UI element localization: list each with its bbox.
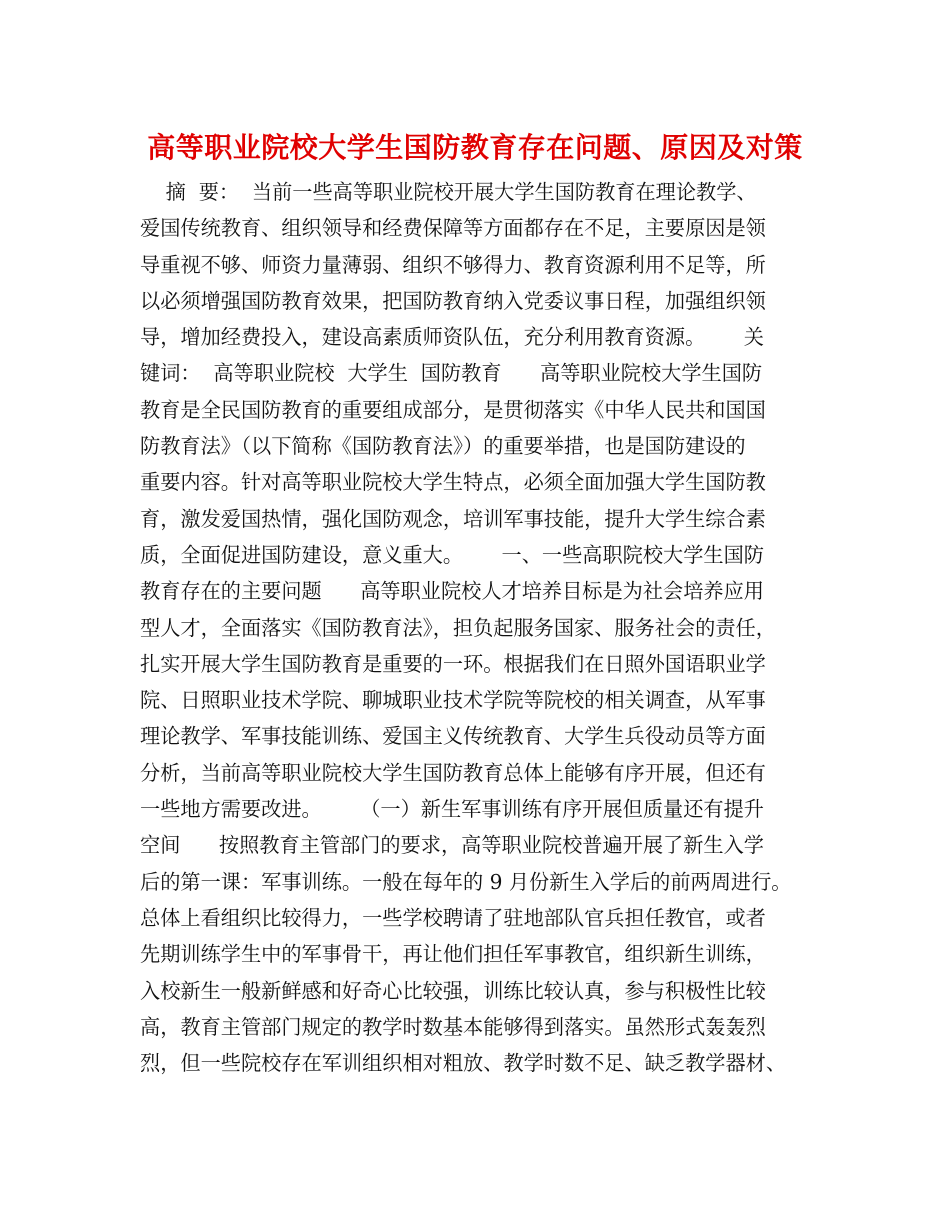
body-text-line: 后的第一课：军事训练。一般在每年的 9 月份新生入学后的前两周进行。 [140, 869, 792, 894]
body-text-line: 爱国传统教育、组织领导和经费保障等方面都存在不足，主要原因是领 [140, 216, 766, 241]
body-text-line: 型人才，全面落实《国防教育法》，担负起服务国家、服务社会的责任， [140, 615, 776, 640]
body-text-line: 导，增加经费投入，建设高素质师资队伍，充分利用教育资源。 关 [140, 325, 764, 350]
body-text-line: 院、日照职业技术学院、聊城职业技术学院等院校的相关调查，从军事 [140, 688, 766, 713]
body-text-line: 理论教学、军事技能训练、爱国主义传统教育、大学生兵役动员等方面 [140, 724, 766, 749]
body-text-line: 扎实开展大学生国防教育是重要的一环。根据我们在日照外国语职业学 [140, 651, 766, 676]
body-text-line: 总体上看组织比较得力，一些学校聘请了驻地部队官兵担任教官，或者 [140, 905, 766, 930]
body-text-line: 防教育法》（以下简称《国防教育法》）的重要举措，也是国防建设的 [140, 434, 746, 459]
body-text-line: 入校新生一般新鲜感和好奇心比较强，训练比较认真，参与积极性比较 [140, 978, 766, 1003]
body-text-line: 教育是全民国防教育的重要组成部分，是贯彻落实《中华人民共和国国 [140, 397, 766, 422]
document-body [140, 174, 812, 1081]
body-text-line: 摘 要： 当前一些高等职业院校开展大学生国防教育在理论教学、 [140, 180, 757, 204]
body-text-line: 以必须增强国防教育效果，把国防教育纳入党委议事日程，加强组织领 [140, 288, 766, 313]
body-text-line: 教育存在的主要问题 高等职业院校人才培养目标是为社会培养应用 [140, 579, 764, 604]
body-text-line: 高，教育主管部门规定的教学时数基本能够得到落实。虽然形式轰轰烈 [140, 1014, 766, 1039]
body-text-line: 一些地方需要改进。 （一）新生军事训练有序开展但质量还有提升 [140, 797, 764, 822]
body-text-line: 空间 按照教育主管部门的要求，高等职业院校普遍开展了新生入学 [140, 833, 764, 858]
body-text-line: 重要内容。针对高等职业院校大学生特点，必须全面加强大学生国防教 [140, 470, 766, 495]
body-text-line: 键词： 高等职业院校 大学生 国防教育 高等职业院校大学生国防 [140, 361, 763, 386]
body-text-line: 烈，但一些院校存在军训组织相对粗放、教学时数不足、缺乏教学器材、 [140, 1051, 787, 1076]
body-text-line: 导重视不够、师资力量薄弱、组织不够得力、教育资源利用不足等，所 [140, 252, 766, 277]
document-title: 高等职业院校大学生国防教育存在问题、原因及对策 [147, 131, 803, 164]
body-text-line: 育，激发爱国热情，强化国防观念，培训军事技能，提升大学生综合素 [140, 506, 766, 531]
body-text-line: 分析，当前高等职业院校大学生国防教育总体上能够有序开展，但还有 [140, 760, 766, 785]
body-text-line: 质，全面促进国防建设，意义重大。 一、一些高职院校大学生国防 [140, 542, 764, 567]
body-text-line: 先期训练学生中的军事骨干，再让他们担任军事教官，组织新生训练， [140, 942, 766, 967]
